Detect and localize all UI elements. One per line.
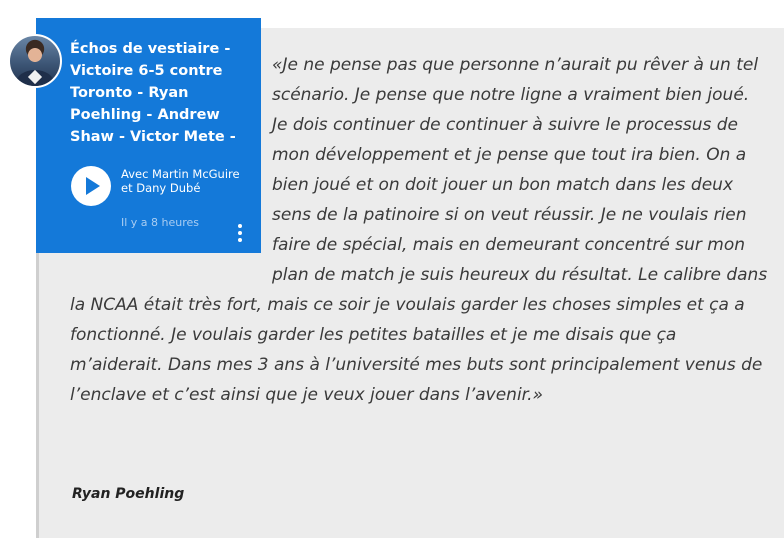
podcast-title[interactable]: Échos de vestiaire - Victoire 6-5 contre Toronto - Ryan Poehling - Andrew Shaw - Victor Mete - bbox=[70, 41, 236, 145]
menu-dot bbox=[238, 224, 242, 228]
play-button[interactable] bbox=[71, 166, 111, 206]
podcast-hosts: Avec Martin McGuire et Dany Dubé bbox=[121, 167, 240, 195]
play-icon bbox=[86, 177, 100, 195]
menu-dot bbox=[238, 238, 242, 242]
menu-dot bbox=[238, 231, 242, 235]
podcast-timestamp: Il y a 8 heures bbox=[121, 216, 200, 229]
podcast-card[interactable] bbox=[36, 18, 261, 253]
quote-text: «Je ne pense pas que personne n’aurait pu rêver à un tel scénario. Je pense que notre ligne a vraiment bien joué. Je dois continuer de continuer à suivre le processus de mon développement et je pense que tout ira bien. On a bien joué et on doit jouer un bon match dans les deux sens de la patinoire si on veut réussir. Je ne voulais rien faire de spécial, mais en demeurant concentré sur mon plan de match je suis heureux du résultat. Le calibre dans la NCAA était très fort, mais ce soir je voulais garder les choses simples et ça a fonctionné. Je voulais garder les petites batailles et je me disais que ça m’aiderait. Dans mes 3 ans à l’université mes buts sont principalement venus de l’enclave et c’est ainsi que je veux jouer dans l’avenir.» bbox=[70, 55, 768, 405]
host-avatar bbox=[8, 34, 62, 88]
more-vertical-icon[interactable] bbox=[232, 224, 248, 242]
quote-author: Ryan Poehling bbox=[72, 486, 185, 502]
